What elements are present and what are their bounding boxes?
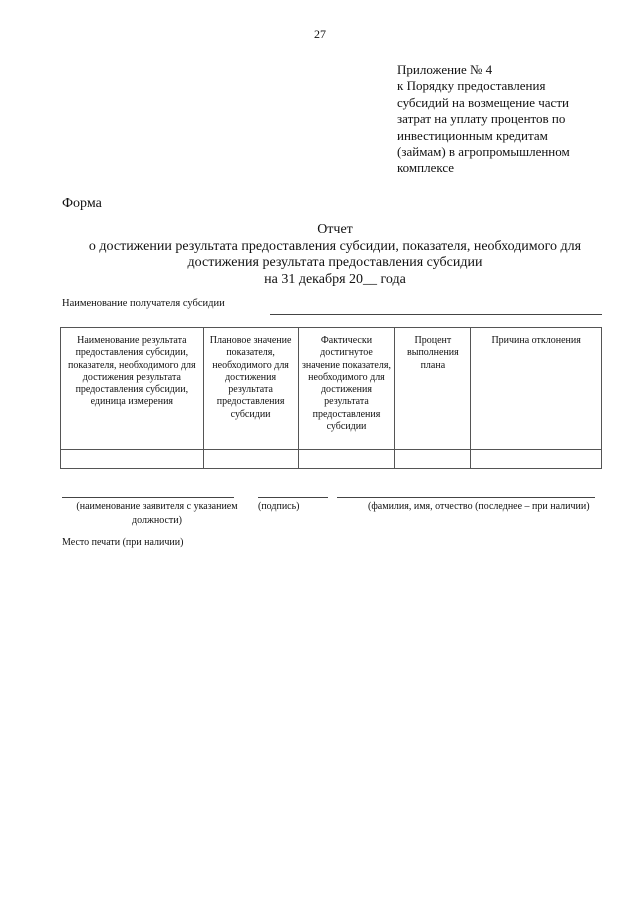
- table-header-row: [61, 328, 602, 450]
- recipient-label: Наименование получателя субсидии: [62, 298, 225, 309]
- annex-line: субсидий на возмещение части: [397, 94, 569, 110]
- fullname-blank-line[interactable]: [337, 497, 595, 498]
- table-cell[interactable]: [203, 450, 298, 469]
- annex-line: к Порядку предоставления: [397, 78, 546, 94]
- applicant-blank-line[interactable]: [62, 497, 234, 498]
- report-title-line: Отчет: [317, 222, 353, 237]
- annex-line: Приложение № 4: [397, 62, 493, 77]
- table-row: [61, 450, 602, 469]
- fullname-caption: (фамилия, имя, отчество (последнее – при наличии): [368, 501, 590, 512]
- table-cell[interactable]: [61, 450, 204, 469]
- table-header-cell: Наименование результата предоставления субсидии, показателя, необходимого для достижения результата предоставления субсидии, единица измерения: [61, 328, 204, 450]
- annex-header: [397, 62, 627, 177]
- table-cell[interactable]: [298, 450, 395, 469]
- table-cell[interactable]: [471, 450, 602, 469]
- report-title-line: о достижении результата предоставления субсидии, показателя, необходимого для: [88, 238, 582, 254]
- table-header-cell: Процент выполнения плана: [395, 328, 471, 450]
- table-cell[interactable]: [395, 450, 471, 469]
- report-title-line: достижения результата предоставления субсидии: [187, 255, 483, 270]
- report-table: [60, 327, 602, 469]
- annex-line: затрат на уплату процентов по: [397, 111, 566, 127]
- page-number: 27: [314, 27, 326, 41]
- table-header-cell: Плановое значение показателя, необходимого для достижения результата предоставления субсидии: [203, 328, 298, 450]
- stamp-label: Место печати (при наличии): [62, 537, 184, 548]
- applicant-caption-line: должности): [132, 515, 182, 526]
- report-title: [40, 222, 630, 288]
- form-label: Форма: [62, 196, 102, 211]
- recipient-blank-line[interactable]: [270, 314, 602, 315]
- applicant-caption-line: (наименование заявителя с указанием: [76, 501, 238, 512]
- annex-line: (займам) в агропромышленном: [397, 144, 570, 160]
- applicant-caption: [62, 500, 252, 528]
- table-header-cell: Фактически достигнутое значение показателя, необходимого для достижения результата предоставления субсидии: [298, 328, 395, 450]
- signature-caption: (подпись): [258, 501, 300, 512]
- table-header-cell: Причина отклонения: [471, 328, 602, 450]
- annex-line: инвестиционным кредитам: [397, 127, 548, 143]
- annex-line: комплексе: [397, 160, 455, 176]
- signature-blank-line[interactable]: [258, 497, 328, 498]
- report-title-line: на 31 декабря 20__ года: [264, 271, 406, 287]
